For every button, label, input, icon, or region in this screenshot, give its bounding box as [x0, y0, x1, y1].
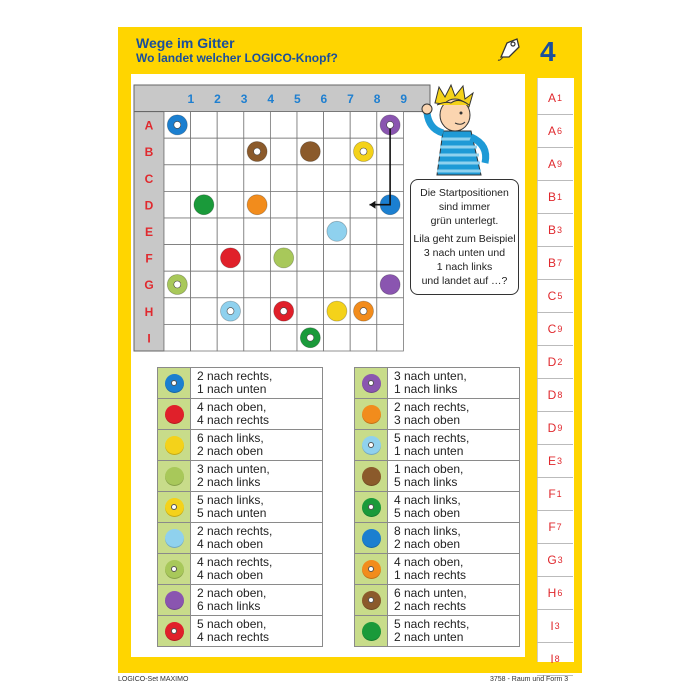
grid-column-header-bar — [134, 85, 430, 112]
instruction-cell — [191, 430, 323, 461]
answer-number: 9 — [557, 324, 563, 334]
start-color-cell — [158, 461, 191, 492]
logico-button-icon — [362, 591, 381, 610]
logico-button-icon — [362, 374, 381, 393]
start-color-cell — [355, 368, 388, 399]
instruction-line: 8 nach links, — [394, 524, 461, 538]
start-color-cell — [355, 430, 388, 461]
instruction-cell — [191, 554, 323, 585]
grid-cell — [217, 218, 244, 245]
logico-button-hole — [360, 148, 367, 155]
grid-column-label: 1 — [187, 92, 195, 106]
grid-row-label: I — [147, 331, 151, 346]
answer-number: 7 — [557, 258, 563, 268]
instruction-line: 5 nach rechts, — [394, 431, 470, 445]
answer-number: 1 — [556, 489, 562, 499]
start-color-cell — [158, 368, 191, 399]
answer-cell — [537, 643, 573, 676]
grid-cell — [350, 165, 377, 192]
instruction-line: 4 nach links, — [394, 493, 461, 507]
instruction-cell — [388, 430, 520, 461]
task-row — [355, 616, 520, 647]
grid-row-label: F — [145, 251, 153, 266]
start-color-cell — [158, 399, 191, 430]
task-row — [355, 554, 520, 585]
grid-column-label: 4 — [267, 92, 275, 106]
task-row — [158, 616, 323, 647]
task-row — [158, 399, 323, 430]
grid-cell — [270, 138, 297, 165]
answer-letter: B — [547, 223, 556, 237]
grid-cell — [350, 324, 377, 351]
grid-cell — [217, 191, 244, 218]
task-row — [158, 585, 323, 616]
logico-button-icon — [165, 436, 184, 455]
task-row — [355, 461, 520, 492]
instruction-cell — [191, 585, 323, 616]
instruction-line: 2 nach rechts, — [197, 369, 273, 383]
answer-number: 6 — [557, 126, 563, 136]
grid-cell — [297, 245, 324, 272]
grid-cell — [377, 245, 404, 272]
logico-button-piece — [247, 195, 267, 215]
answer-letter: H — [547, 586, 557, 600]
start-color-cell — [158, 430, 191, 461]
grid-cell — [191, 271, 218, 298]
grid-cell — [377, 298, 404, 325]
hint-text: 1 nach links — [436, 261, 493, 273]
answer-cell — [537, 610, 573, 643]
answer-letter: E — [547, 454, 556, 468]
task-row — [158, 461, 323, 492]
answer-cell — [537, 379, 573, 412]
task-row — [158, 430, 323, 461]
grid-column-label: 6 — [320, 92, 328, 106]
hint-text: Lila geht zum Beispiel — [413, 233, 516, 245]
logico-button-icon — [362, 560, 381, 579]
answer-letter: D — [547, 421, 557, 435]
grid-cell — [270, 271, 297, 298]
grid-cell — [244, 298, 271, 325]
task-table-right — [354, 367, 520, 647]
answer-letter: A — [547, 124, 556, 138]
task-row — [158, 492, 323, 523]
answer-number: 9 — [557, 159, 563, 169]
instruction-cell — [388, 523, 520, 554]
grid-cell — [244, 112, 271, 139]
grid-cell — [244, 165, 271, 192]
instruction-line: 3 nach unten, — [394, 369, 467, 383]
grid-cell — [217, 324, 244, 351]
grid-column-label: 3 — [240, 92, 248, 106]
logico-button-icon — [165, 591, 184, 610]
grid-cell — [270, 324, 297, 351]
start-color-cell — [158, 492, 191, 523]
answer-cell — [537, 577, 573, 610]
grid-cell — [244, 245, 271, 272]
instruction-line: 3 nach unten, — [197, 462, 270, 476]
grid-cell — [191, 165, 218, 192]
logico-button-hole — [307, 334, 314, 341]
task-table-left — [157, 367, 323, 647]
answer-cell — [537, 214, 573, 247]
instruction-cell — [388, 554, 520, 585]
answer-number: 3 — [557, 555, 563, 565]
instruction-line: 4 nach oben — [197, 568, 264, 582]
start-color-cell — [355, 492, 388, 523]
grid-cell — [377, 218, 404, 245]
instruction-line: 4 nach rechts — [197, 630, 270, 644]
logico-button-hole — [360, 308, 367, 315]
logico-button-piece — [327, 301, 347, 321]
grid-cell — [270, 191, 297, 218]
grid-row-label: A — [144, 118, 154, 133]
answer-number: 9 — [557, 423, 563, 433]
logico-button-hole — [227, 308, 234, 315]
answer-letter: I — [550, 619, 554, 633]
grid-row-label: C — [144, 171, 154, 186]
logico-button-icon — [362, 436, 381, 455]
answer-letter: F — [548, 520, 556, 534]
logico-button-icon — [165, 405, 184, 424]
grid-cell — [244, 218, 271, 245]
instruction-line: 2 nach rechts — [394, 599, 467, 613]
logico-button-hole — [174, 121, 181, 128]
answer-cell — [537, 412, 573, 445]
answer-number: 1 — [557, 192, 563, 202]
logico-button-icon — [362, 498, 381, 517]
instruction-line: 2 nach unten — [394, 630, 464, 644]
logico-button-hole — [174, 281, 181, 288]
logico-button-icon — [165, 529, 184, 548]
grid-cell — [164, 245, 191, 272]
answer-letter: C — [547, 322, 557, 336]
instruction-line: 1 nach unten — [197, 382, 267, 396]
grid-cell — [324, 165, 351, 192]
start-color-cell — [355, 523, 388, 554]
instruction-line: 1 nach links — [394, 382, 458, 396]
grid-cell — [324, 191, 351, 218]
instruction-line: 4 nach rechts — [197, 413, 270, 427]
answer-number: 2 — [557, 357, 563, 367]
page-title: Wege im Gitter — [136, 35, 235, 51]
answer-cell — [537, 181, 573, 214]
grid-cell — [191, 245, 218, 272]
grid-cell — [164, 191, 191, 218]
grid-column-label: 7 — [347, 92, 354, 106]
instruction-line: 5 nach links, — [197, 493, 264, 507]
task-row — [355, 492, 520, 523]
answer-letter: A — [547, 91, 556, 105]
grid-cell — [377, 324, 404, 351]
grid-cell — [244, 271, 271, 298]
instruction-cell — [191, 616, 323, 647]
grid-cell — [191, 324, 218, 351]
grid-cell — [217, 138, 244, 165]
logico-button-hole — [387, 121, 394, 128]
logico-button-hole — [280, 308, 287, 315]
grid-cell — [297, 298, 324, 325]
logico-button-icon — [165, 467, 184, 486]
start-color-cell — [158, 616, 191, 647]
grid-cell — [324, 271, 351, 298]
logico-button-piece — [327, 221, 347, 241]
start-color-cell — [355, 616, 388, 647]
instruction-line: 2 nach oben — [394, 537, 461, 551]
instruction-cell — [388, 368, 520, 399]
logico-button-piece — [274, 248, 294, 268]
grid-cell — [324, 324, 351, 351]
start-color-cell — [355, 399, 388, 430]
grid-cell — [350, 218, 377, 245]
answer-letter: G — [547, 553, 557, 567]
start-color-cell — [158, 554, 191, 585]
answer-cell — [537, 115, 573, 148]
hint-text: grün unterlegt. — [430, 215, 499, 227]
instruction-cell — [191, 492, 323, 523]
instruction-line: 4 nach oben — [197, 537, 264, 551]
footer-left: LOGICO-Set MAXIMO — [118, 676, 189, 683]
start-color-cell — [355, 554, 388, 585]
grid-row-label: E — [144, 225, 154, 239]
answer-letter: B — [547, 190, 556, 204]
instruction-cell — [388, 461, 520, 492]
answer-number: 1 — [557, 93, 563, 103]
grid-column-label: 5 — [293, 92, 301, 106]
answer-number: 3 — [557, 225, 563, 235]
answer-cell — [537, 247, 573, 280]
grid-row-label: G — [144, 278, 154, 293]
task-row — [355, 399, 520, 430]
instruction-cell — [191, 523, 323, 554]
instruction-line: 4 nach oben, — [394, 555, 464, 569]
grid-cell — [191, 298, 218, 325]
hint-text: 3 nach unten und — [423, 247, 506, 259]
instruction-line: 5 nach unten — [197, 506, 267, 520]
boy-illustration-icon — [415, 83, 507, 181]
grid-cell — [270, 112, 297, 139]
instruction-line: 2 nach links — [197, 475, 261, 489]
start-color-cell — [158, 523, 191, 554]
grid-cell — [244, 324, 271, 351]
grid-cell — [217, 112, 244, 139]
answer-cell — [537, 82, 573, 115]
grid-cell — [350, 245, 377, 272]
grid-cell — [324, 112, 351, 139]
grid-cell — [164, 298, 191, 325]
answer-number: 3 — [554, 621, 560, 631]
grid-cell — [324, 245, 351, 272]
grid-cell — [164, 218, 191, 245]
instruction-line: 1 nach unten — [394, 444, 464, 458]
answer-cell — [537, 511, 573, 544]
task-row — [355, 368, 520, 399]
task-row — [158, 554, 323, 585]
logico-button-icon — [362, 467, 381, 486]
grid-row-label: H — [144, 304, 154, 319]
instruction-cell — [191, 461, 323, 492]
grid-cell — [164, 324, 191, 351]
answer-letter: I — [550, 652, 554, 666]
start-color-cell — [355, 585, 388, 616]
logico-button-piece — [300, 142, 320, 162]
answer-cell — [537, 478, 573, 511]
instruction-cell — [388, 585, 520, 616]
logico-button-icon — [362, 405, 381, 424]
instruction-line: 2 nach oben — [197, 444, 264, 458]
grid-cell — [164, 138, 191, 165]
answer-cell — [537, 280, 573, 313]
answer-letter: A — [547, 157, 556, 171]
page-number: 4 — [540, 36, 556, 67]
answer-cell — [537, 346, 573, 379]
grid-cell — [297, 112, 324, 139]
instruction-line: 4 nach rechts, — [197, 555, 273, 569]
answer-number: 8 — [557, 390, 563, 400]
task-row — [355, 523, 520, 554]
answer-cell — [537, 445, 573, 478]
grid-column-label: 9 — [400, 92, 408, 106]
answer-number: 7 — [556, 522, 562, 532]
task-row — [355, 585, 520, 616]
instruction-line: 6 nach links, — [197, 431, 264, 445]
answer-number: 5 — [557, 291, 563, 301]
instruction-line: 1 nach rechts — [394, 568, 467, 582]
instruction-line: 2 nach rechts, — [394, 400, 470, 414]
answer-letter: D — [547, 388, 557, 402]
answer-cell — [537, 544, 573, 577]
instruction-line: 5 nach oben — [394, 506, 461, 520]
answer-letter: C — [547, 289, 557, 303]
task-row — [158, 523, 323, 554]
logico-button-icon — [165, 622, 184, 641]
grid-cell — [217, 271, 244, 298]
instruction-line: 6 nach links — [197, 599, 261, 613]
logico-button-icon — [362, 529, 381, 548]
instruction-cell — [388, 616, 520, 647]
instruction-line: 6 nach unten, — [394, 586, 467, 600]
grid-cell — [297, 271, 324, 298]
instruction-cell — [388, 399, 520, 430]
answer-letter: F — [548, 487, 556, 501]
instruction-line: 5 nach links — [394, 475, 458, 489]
grid-cell — [191, 138, 218, 165]
grid-cell — [164, 165, 191, 192]
grid-row-label: B — [144, 145, 154, 160]
instruction-line: 5 nach oben, — [197, 617, 267, 631]
grid-cell — [191, 218, 218, 245]
grid-column-label: 2 — [214, 92, 221, 106]
hint-speech-bubble — [410, 179, 519, 295]
logico-button-piece — [380, 275, 400, 295]
instruction-line: 2 nach oben, — [197, 586, 267, 600]
start-color-cell — [158, 585, 191, 616]
instruction-line: 1 nach oben, — [394, 462, 464, 476]
grid-cell — [297, 191, 324, 218]
logico-button-hole — [254, 148, 261, 155]
hint-text: Die Startpositionen — [420, 187, 509, 199]
hint-text: sind immer — [438, 201, 491, 213]
start-color-cell — [355, 461, 388, 492]
page-subtitle: Wo landet welcher LOGICO-Knopf? — [136, 51, 338, 65]
logico-button-icon — [165, 498, 184, 517]
answer-list — [537, 82, 573, 676]
logico-button-icon — [362, 622, 381, 641]
instruction-line: 2 nach rechts, — [197, 524, 273, 538]
grid-cell — [270, 218, 297, 245]
answer-number: 3 — [557, 456, 563, 466]
instruction-cell — [191, 399, 323, 430]
instruction-line: 3 nach oben — [394, 413, 461, 427]
grid-cell — [297, 165, 324, 192]
grid-cell — [350, 112, 377, 139]
logico-button-piece — [221, 248, 241, 268]
grid-row-label: D — [144, 198, 154, 213]
grid-cell — [324, 138, 351, 165]
grid-cell — [217, 165, 244, 192]
grid-cell — [191, 112, 218, 139]
grid-cell — [350, 271, 377, 298]
instruction-line: 5 nach rechts, — [394, 617, 470, 631]
grid-column-label: 8 — [373, 92, 381, 106]
logico-button-icon — [165, 560, 184, 579]
answer-cell — [537, 148, 573, 181]
grid-cell — [270, 165, 297, 192]
answer-number: 8 — [554, 654, 560, 664]
logico-button-icon — [165, 374, 184, 393]
grid-cell — [297, 218, 324, 245]
instruction-cell — [191, 368, 323, 399]
answer-number: 6 — [557, 588, 563, 598]
answer-cell — [537, 313, 573, 346]
task-row — [355, 430, 520, 461]
instruction-cell — [388, 492, 520, 523]
instruction-line: 4 nach oben, — [197, 400, 267, 414]
answer-letter: D — [547, 355, 557, 369]
answer-letter: B — [547, 256, 556, 270]
hint-text: und landet auf …? — [421, 275, 508, 287]
task-row — [158, 368, 323, 399]
logico-button-piece — [194, 195, 214, 215]
footer-right: 3758 - Raum und Form 3 — [490, 676, 569, 683]
